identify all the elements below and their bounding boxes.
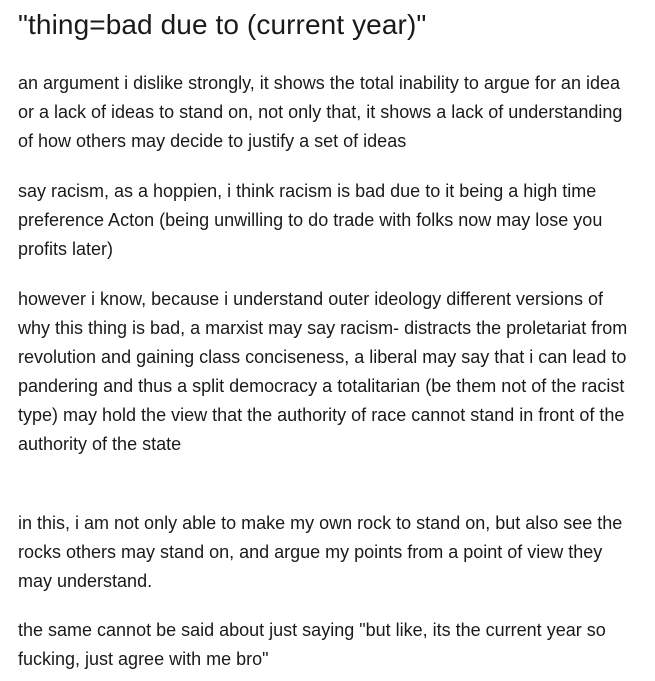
post-paragraph-4: in this, i am not only able to make my own rock to stand on, but also see the rocks others may stand on, and argue my points from a point of view they may understand. bbox=[18, 513, 623, 591]
post-title: "thing=bad due to (current year)" bbox=[18, 9, 427, 40]
post-paragraph-1: an argument i dislike strongly, it shows the total inability to argue for an idea or a lack of ideas to stand on, not only that, it shows a lack of understanding of how others may decide to justify a set of ideas bbox=[18, 73, 623, 151]
post-paragraph-5: the same cannot be said about just saying "but like, its the current year so fucking, just agree with me bro" bbox=[18, 620, 606, 669]
post-body bbox=[0, 8, 655, 674]
post-paragraph-3: however i know, because i understand outer ideology different versions of why this thing is bad, a marxist may say racism- distracts the proletariat from revolution and gaining class conciseness, a liberal may say that i can lead to pandering and thus a split democracy a totalitarian (be them not of the racist type) may hold the view that the authority of race cannot stand in front of the authority of the state bbox=[18, 289, 628, 454]
post-paragraph-2: say racism, as a hoppien, i think racism is bad due to it being a high time preference Acton (being unwilling to do trade with folks now may lose you profits later) bbox=[18, 181, 603, 259]
